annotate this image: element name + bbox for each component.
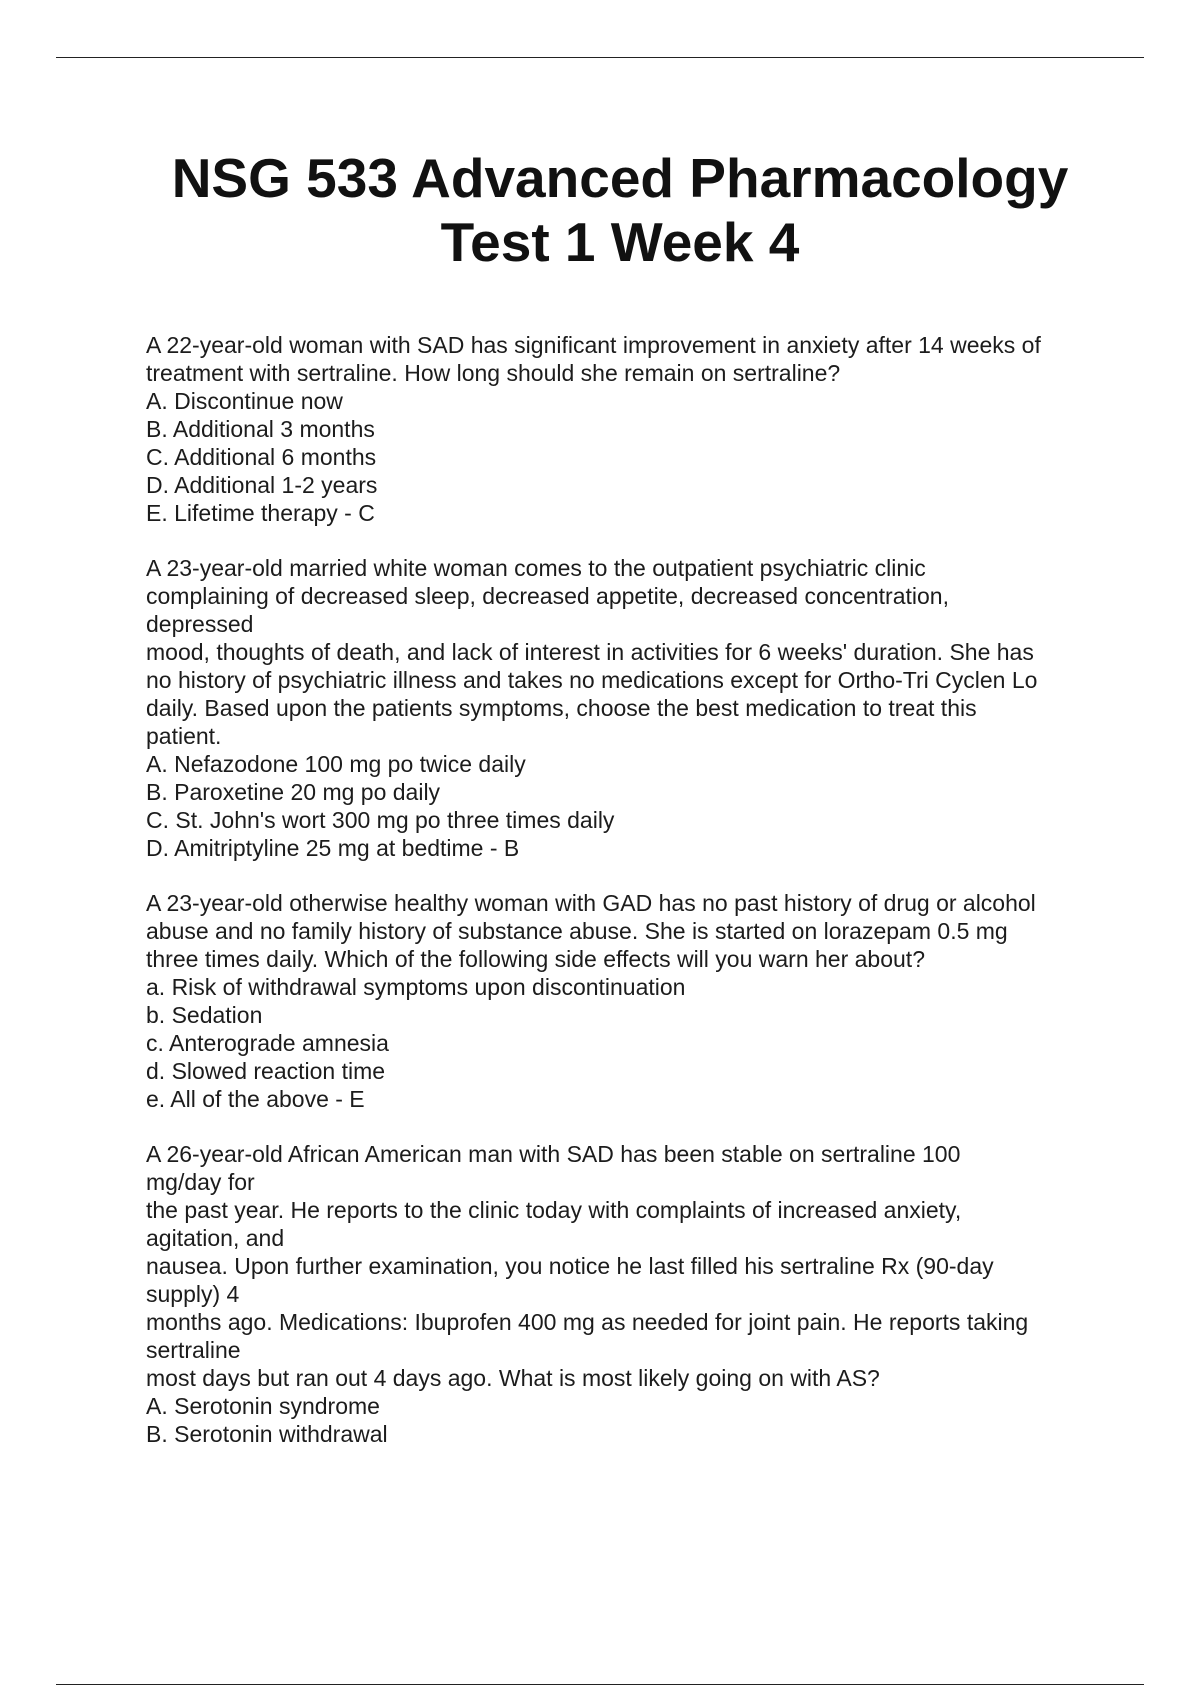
top-rule bbox=[56, 57, 1144, 58]
title-line-1: NSG 533 Advanced Pharmacology bbox=[171, 147, 1069, 209]
question-1-stem-line: A 22-year-old woman with SAD has significant improvement in anxiety after 14 weeks of bbox=[146, 332, 1041, 358]
question-2-stem-line: patient. bbox=[146, 723, 222, 749]
question-4-stem-line: sertraline bbox=[146, 1337, 241, 1363]
question-1-option: B. Additional 3 months bbox=[146, 416, 375, 442]
question-1-option: C. Additional 6 months bbox=[146, 444, 377, 470]
question-3-option: b. Sedation bbox=[146, 1002, 263, 1028]
page-title bbox=[100, 146, 1140, 274]
question-2-stem-line: complaining of decreased sleep, decreased appetite, decreased concentration, bbox=[146, 583, 949, 609]
question-list bbox=[146, 331, 1106, 1475]
question-4-option: A. Serotonin syndrome bbox=[146, 1393, 380, 1419]
question-4 bbox=[146, 1140, 1106, 1448]
question-1-stem-line: treatment with sertraline. How long should she remain on sertraline? bbox=[146, 360, 841, 386]
question-3-stem-line: A 23-year-old otherwise healthy woman with GAD has no past history of drug or alcohol bbox=[146, 890, 1036, 916]
title-line-2: Test 1 Week 4 bbox=[440, 211, 800, 273]
question-4-stem-line: nausea. Upon further examination, you notice he last filled his sertraline Rx (90-day bbox=[146, 1253, 994, 1279]
question-3-option: d. Slowed reaction time bbox=[146, 1058, 386, 1084]
question-3-stem-line: abuse and no family history of substance abuse. She is started on lorazepam 0.5 mg bbox=[146, 918, 1008, 944]
question-3-option-with-answer: e. All of the above - E bbox=[146, 1086, 365, 1112]
question-2-option-with-answer: D. Amitriptyline 25 mg at bedtime - B bbox=[146, 835, 520, 861]
question-3-stem-line: three times daily. Which of the following side effects will you warn her about? bbox=[146, 946, 925, 972]
question-1 bbox=[146, 331, 1106, 527]
question-1-option: A. Discontinue now bbox=[146, 388, 343, 414]
question-4-stem-line: the past year. He reports to the clinic today with complaints of increased anxiety, bbox=[146, 1197, 962, 1223]
question-2-option: B. Paroxetine 20 mg po daily bbox=[146, 779, 441, 805]
question-4-option: B. Serotonin withdrawal bbox=[146, 1421, 388, 1447]
question-3-option: c. Anterograde amnesia bbox=[146, 1030, 389, 1056]
question-2-option: A. Nefazodone 100 mg po twice daily bbox=[146, 751, 526, 777]
question-2-option: C. St. John's wort 300 mg po three times daily bbox=[146, 807, 615, 833]
question-2-stem-line: daily. Based upon the patients symptoms, choose the best medication to treat this bbox=[146, 695, 977, 721]
question-4-stem-line: mg/day for bbox=[146, 1169, 255, 1195]
question-1-option: D. Additional 1-2 years bbox=[146, 472, 378, 498]
question-2 bbox=[146, 554, 1106, 862]
question-4-stem-line: months ago. Medications: Ibuprofen 400 mg as needed for joint pain. He reports taking bbox=[146, 1309, 1029, 1335]
question-1-option-with-answer: E. Lifetime therapy - C bbox=[146, 500, 375, 526]
question-4-stem-line: most days but ran out 4 days ago. What is most likely going on with AS? bbox=[146, 1365, 880, 1391]
question-3 bbox=[146, 889, 1106, 1113]
question-2-stem-line: A 23-year-old married white woman comes to the outpatient psychiatric clinic bbox=[146, 555, 926, 581]
bottom-rule bbox=[56, 1684, 1144, 1685]
question-2-stem-line: no history of psychiatric illness and takes no medications except for Ortho-Tri Cyclen Lo bbox=[146, 667, 1038, 693]
question-3-option: a. Risk of withdrawal symptoms upon discontinuation bbox=[146, 974, 686, 1000]
question-2-stem-line: mood, thoughts of death, and lack of interest in activities for 6 weeks' duration. She has bbox=[146, 639, 1034, 665]
question-4-stem-line: A 26-year-old African American man with SAD has been stable on sertraline 100 bbox=[146, 1141, 961, 1167]
question-4-stem-line: agitation, and bbox=[146, 1225, 285, 1251]
question-2-stem-line: depressed bbox=[146, 611, 254, 637]
question-4-stem-line: supply) 4 bbox=[146, 1281, 240, 1307]
